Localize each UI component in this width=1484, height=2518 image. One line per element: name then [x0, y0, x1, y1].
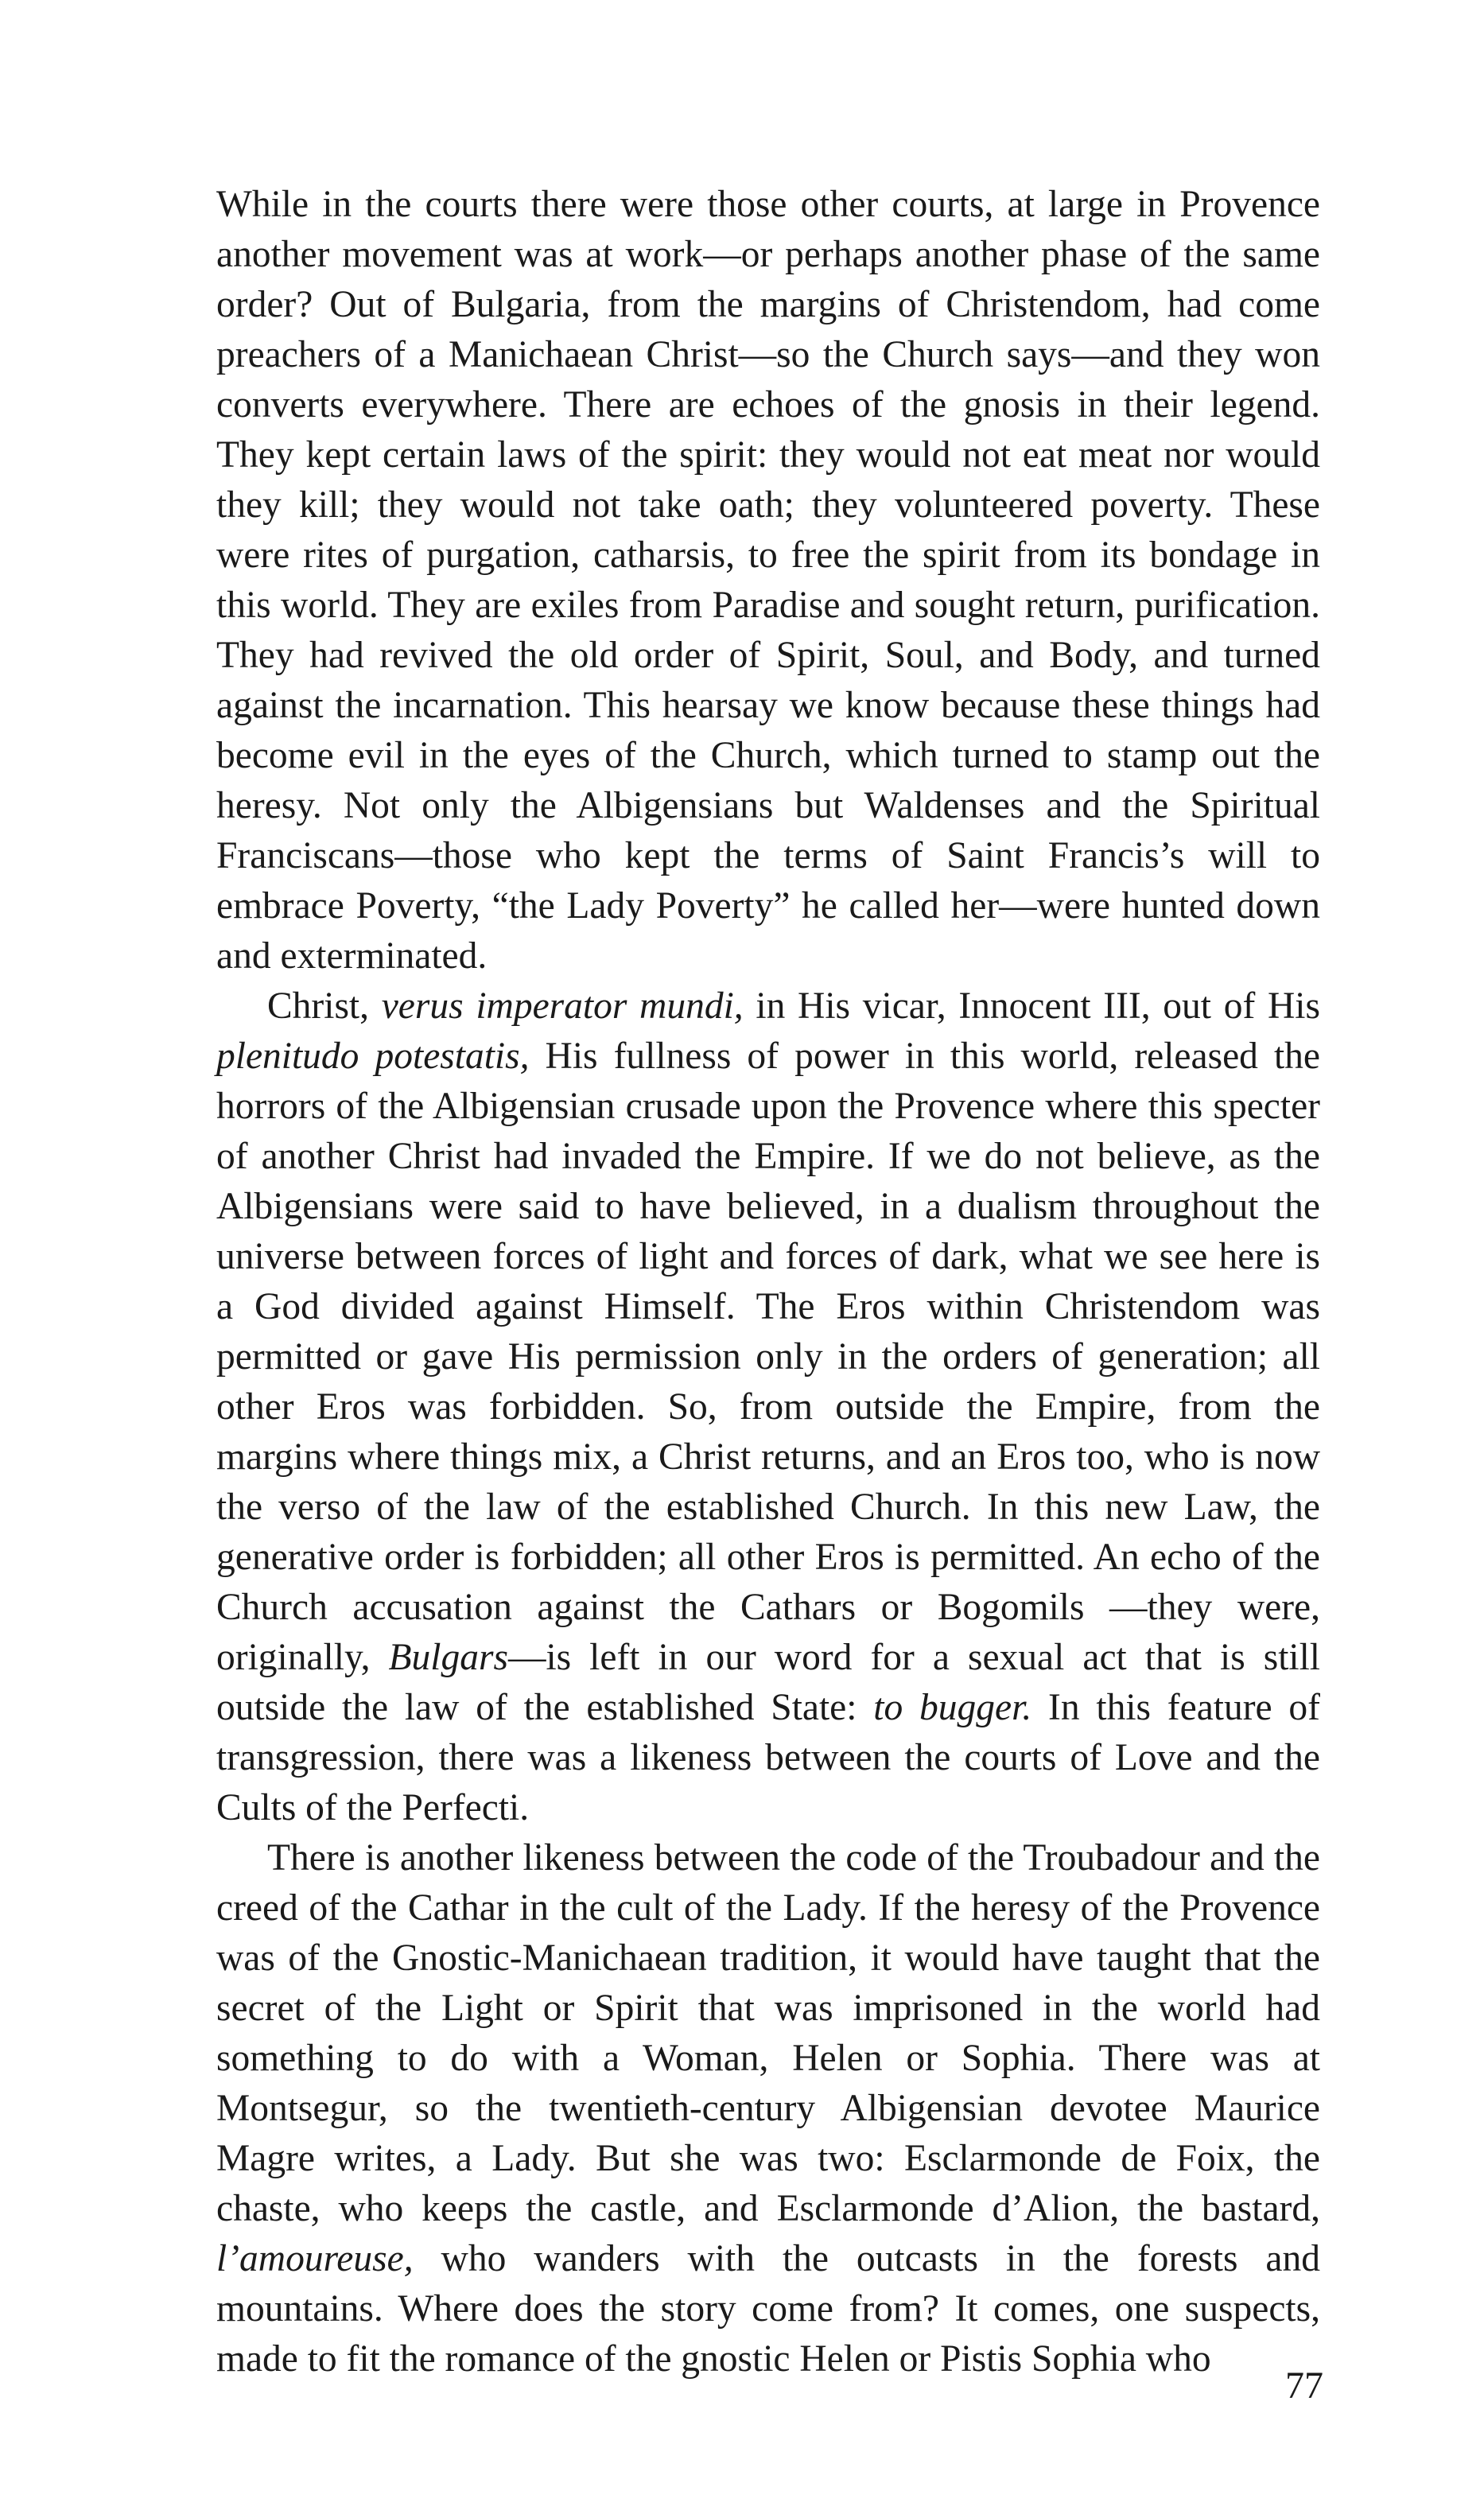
italic-phrase: Bulgars: [388, 1637, 508, 1678]
italic-phrase: l’amoureuse,: [216, 2238, 414, 2279]
italic-phrase: verus imperator mundi,: [381, 985, 744, 1027]
text-run: Christ,: [267, 985, 382, 1027]
text-run: While in the courts there were those other courts, at large in Provence another movement was at work—or perhaps another phase of the same order? Out of Bulgaria, from the margins of Christendom, had come preachers of a Manichaean Christ—so the Church says—and they won converts everywhere. There are echoes of the gnosis in their legend. They kept certain laws of the spirit: they would not eat meat nor would they kill; they would not take oath; they volunteered poverty. These were rites of purgation, catharsis, to free the spirit from its bondage in this world. They are exiles from Paradise and sought return, purification. They had revived the old order of Spirit, Soul, and Body, and turned against the incarnation. This hearsay we know because these things had become evil in the eyes of the Church, which turned to stamp out the heresy. Not only the Albigensians but Waldenses and the Spiritual Franciscans—those who kept the terms of Saint Francis’s will to embrace Poverty, “the Lady Poverty” he called her—were hunted down and exterminated.: [216, 184, 1320, 977]
paragraph-1: [216, 180, 1320, 981]
text-run: in His vicar, Innocent III, out of His: [743, 985, 1320, 1027]
italic-phrase: plenitudo potestatis,: [216, 1036, 530, 1077]
text-run: In this feature of transgression, there was a likeness between the courts of Love and the Cults of the Perfecti.: [216, 1687, 1321, 1828]
text-run: —is left in our word for a sexual act that is still outside the law of the established State:: [216, 1637, 1320, 1728]
paragraph-3: [216, 1833, 1320, 2384]
text-run: who wanders with the outcasts in the forests and mountains. Where does the story come from? It comes, one suspects, made to fit the romance of the gnostic Helen or Pistis Sophia who: [216, 2238, 1320, 2380]
text-run: There is another likeness between the code of the Troubadour and the creed of the Cathar in the cult of the Lady. If the heresy of the Provence was of the Gnostic-Manichaean tradition, it would have taught that the secret of the Light or Spirit that was imprisoned in the world had something to do with a Woman, Helen or Sophia. There was at Montsegur, so the twentieth-century Albigensian devotee Maurice Magre writes, a Lady. But she was two: Esclarmonde de Foix, the chaste, who keeps the castle, and Esclarmonde d’Alion, the bastard,: [216, 1837, 1320, 2229]
italic-phrase: to bugger.: [873, 1687, 1032, 1728]
body-text: [216, 180, 1320, 2384]
paragraph-2: [216, 981, 1320, 1833]
text-run: His fullness of power in this world, released the horrors of the Albigensian crusade upon the Provence where this specter of another Christ had invaded the Empire. If we do not believe, as the Albigensians were said to have believed, in a dualism throughout the universe between forces of light and forces of dark, what we see here is a God divided against Himself. The Eros within Christendom was permitted or gave His permission only in the orders of generation; all other Eros was forbidden. So, from outside the Empire, from the margins where things mix, a Christ returns, and an Eros too, who is now the verso of the law of the established Church. In this new Law, the generative order is forbidden; all other Eros is permitted. An echo of the Church accusation against the Cathars or Bogomils —they were, originally,: [216, 1036, 1321, 1678]
page-number: 77: [1285, 2365, 1323, 2407]
